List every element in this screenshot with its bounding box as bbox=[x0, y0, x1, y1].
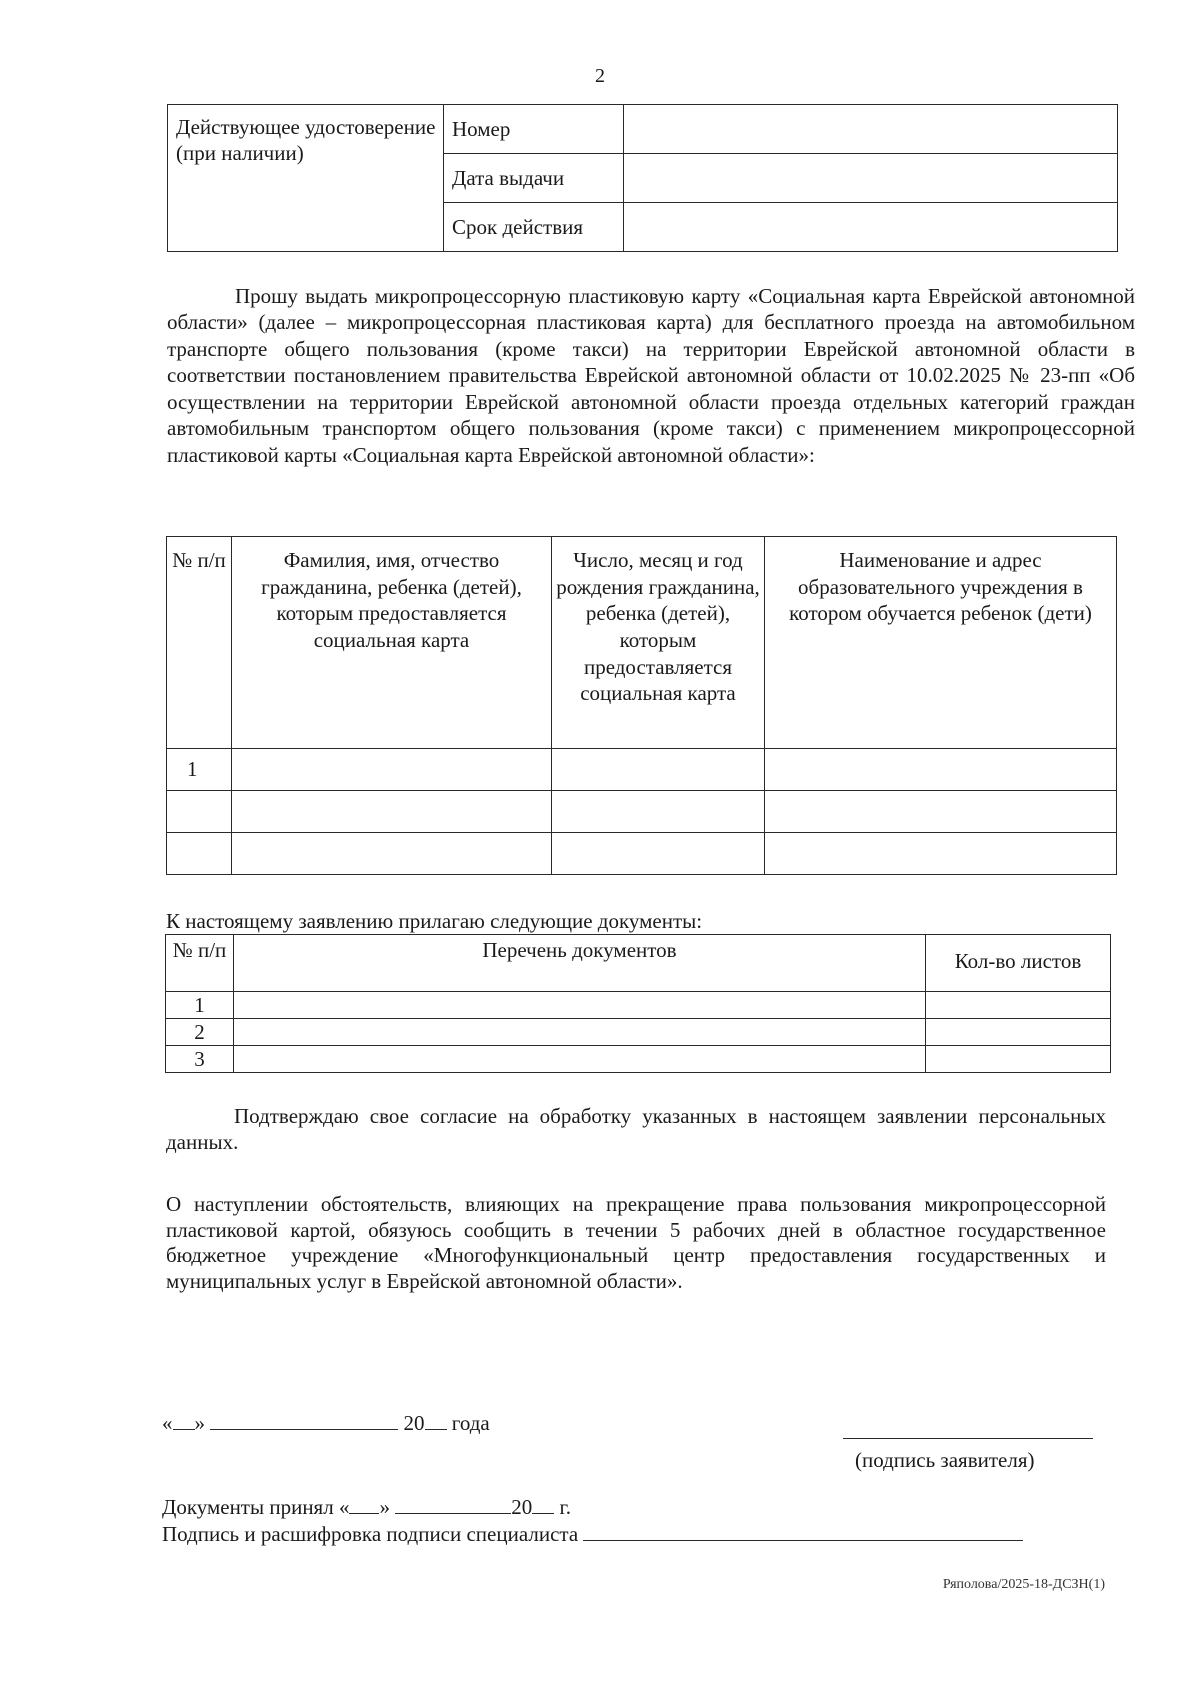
certificate-label: Действующее удостоверение (при наличии) bbox=[168, 105, 444, 252]
documents-header-list: Перечень документов bbox=[234, 935, 926, 992]
documents-row-number: 1 bbox=[166, 992, 234, 1019]
page-number: 2 bbox=[595, 65, 605, 87]
persons-birthdate-cell[interactable] bbox=[552, 833, 765, 875]
documents-sheets-cell[interactable] bbox=[926, 1019, 1111, 1046]
month-field[interactable] bbox=[210, 1411, 398, 1430]
specialist-signature-field[interactable] bbox=[583, 1522, 1023, 1541]
attachments-title: К настоящему заявлению прилагаю следующие документы: bbox=[166, 909, 703, 933]
table-row bbox=[166, 992, 1111, 1019]
documents-header-number: № п/п bbox=[166, 935, 234, 992]
certificate-issue-date-field[interactable] bbox=[624, 154, 1118, 203]
year-prefix: 20 bbox=[403, 1411, 425, 1435]
documents-sheets-cell[interactable] bbox=[926, 1046, 1111, 1073]
documents-name-cell[interactable] bbox=[234, 1019, 926, 1046]
documents-table bbox=[165, 934, 1111, 1073]
persons-school-cell[interactable] bbox=[765, 791, 1117, 833]
year-suffix: года bbox=[451, 1411, 490, 1435]
documents-accepted-line bbox=[162, 1494, 571, 1520]
persons-name-cell[interactable] bbox=[232, 791, 552, 833]
footer-code: Ряполова/2025-18-ДСЗН(1) bbox=[942, 1577, 1105, 1592]
table-row bbox=[167, 833, 1117, 875]
obligation-paragraph: О наступлении обстоятельств, влияющих на прекращение права пользования микропроцессорной пластиковой картой, обязуюсь сообщить в течении 5 рабочих дней в областное государственное бюджетное учреждение «Многофункциональный центр предоставления государственных и муниципальных услуг в Еврейской автономной области». bbox=[166, 1192, 1106, 1293]
certificate-number-field[interactable] bbox=[624, 105, 1118, 154]
consent-paragraph: Подтверждаю свое согласие на обработку указанных в настоящем заявлении персональных данных. bbox=[166, 1104, 1106, 1154]
accepted-suffix: г. bbox=[559, 1495, 571, 1519]
table-row bbox=[167, 791, 1117, 833]
request-paragraph: Прошу выдать микропроцессорную пластиковую карту «Социальная карта Еврейской автономной области» (далее – микропроцессорная пластиковая карта) для бесплатного проезда на автомобильном транспорте общего пользования (кроме такси) на территории Еврейской автономной области в соответствии постановлением правительства Еврейской автономной области от 10.02.2025 № 23-пп «Об осуществлении на территории Еврейской автономной области проезда отдельных категорий граждан автомобильным транспортом общего пользования (кроме такси) с применением микропроцессорной пластиковой карты «Социальная карта Еврейской автономной области»: bbox=[167, 284, 1135, 467]
application-date-line bbox=[162, 1410, 490, 1436]
table-row bbox=[166, 1046, 1111, 1073]
date-close-quote: » bbox=[194, 1411, 205, 1435]
year-field[interactable] bbox=[425, 1411, 447, 1430]
accepted-year-prefix: 20 bbox=[511, 1495, 533, 1519]
documents-row-number: 3 bbox=[166, 1046, 234, 1073]
documents-name-cell[interactable] bbox=[234, 992, 926, 1019]
date-open-quote: « bbox=[162, 1411, 173, 1435]
persons-row-number: 1 bbox=[167, 749, 232, 791]
signature-label: (подпись заявителя) bbox=[855, 1448, 1035, 1472]
specialist-signature-line bbox=[162, 1521, 1023, 1547]
persons-header-school: Наименование и адрес образовательного учреждения в котором обучается ребенок (дети) bbox=[765, 537, 1117, 749]
persons-name-cell[interactable] bbox=[232, 749, 552, 791]
persons-header-name: Фамилия, имя, отчество гражданина, ребенка (детей), которым предоставляется социальная карта bbox=[232, 537, 552, 749]
persons-birthdate-cell[interactable] bbox=[552, 749, 765, 791]
accepted-day-field[interactable] bbox=[349, 1495, 379, 1514]
persons-header-number: № п/п bbox=[167, 537, 232, 749]
persons-row-number bbox=[167, 791, 232, 833]
accepted-close-quote: » bbox=[379, 1495, 390, 1519]
accepted-prefix: Документы принял « bbox=[162, 1495, 350, 1519]
persons-name-cell[interactable] bbox=[232, 833, 552, 875]
documents-sheets-cell[interactable] bbox=[926, 992, 1111, 1019]
persons-table bbox=[166, 536, 1117, 875]
certificate-table bbox=[167, 104, 1118, 252]
persons-school-cell[interactable] bbox=[765, 749, 1117, 791]
day-field[interactable] bbox=[173, 1411, 195, 1430]
certificate-number-label: Номер bbox=[444, 105, 624, 154]
persons-school-cell[interactable] bbox=[765, 833, 1117, 875]
applicant-signature-field[interactable] bbox=[843, 1438, 1093, 1439]
persons-row-number bbox=[167, 833, 232, 875]
table-row bbox=[166, 1019, 1111, 1046]
specialist-label: Подпись и расшифровка подписи специалиста bbox=[162, 1522, 579, 1546]
persons-header-birthdate: Число, месяц и год рождения гражданина, ребенка (детей), которым предоставляется социальная карта bbox=[552, 537, 765, 749]
accepted-year-field[interactable] bbox=[532, 1495, 554, 1514]
documents-row-number: 2 bbox=[166, 1019, 234, 1046]
table-row bbox=[167, 749, 1117, 791]
accepted-month-field[interactable] bbox=[395, 1495, 511, 1514]
certificate-validity-field[interactable] bbox=[624, 203, 1118, 252]
documents-header-sheets: Кол-во листов bbox=[926, 935, 1111, 992]
documents-name-cell[interactable] bbox=[234, 1046, 926, 1073]
persons-birthdate-cell[interactable] bbox=[552, 791, 765, 833]
certificate-validity-label: Срок действия bbox=[444, 203, 624, 252]
certificate-issue-date-label: Дата выдачи bbox=[444, 154, 624, 203]
